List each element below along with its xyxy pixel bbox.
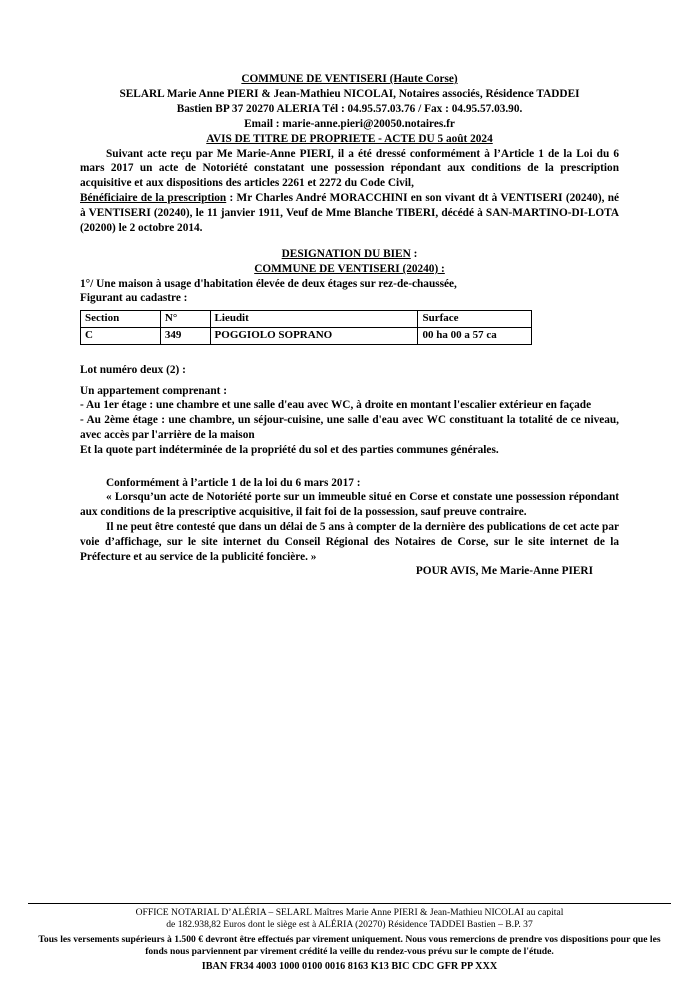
col-header-numero: N° bbox=[160, 311, 210, 328]
beneficiaire-text: : Mr Charles André MORACCHINI en son vivant dt à VENTISERI (20240), né à VENTISERI (20240), le 11 janvier 1911, Veuf de Mme Blanche TIBERI, décédé à SAN-MARTINO-DI-LOTA (20200) le 2 octobre 2014. bbox=[80, 191, 619, 234]
avis-title: AVIS DE TITRE DE PROPRIETE - ACTE DU 5 août 2024 bbox=[206, 132, 493, 145]
office-heading: SELARL Marie Anne PIERI & Jean-Mathieu NICOLAI, Notaires associés, Résidence TADDEI bbox=[119, 87, 580, 100]
footer-line-2: de 182.938,82 Euros dont le siège est à ALÉRIA (20270) Résidence TADDEI Bastien – B.P. 37 bbox=[166, 919, 533, 931]
document-body bbox=[80, 72, 619, 579]
designation-item-1: 1°/ Une maison à usage d'habitation élevée de deux étages sur rez-de-chaussée, bbox=[80, 277, 457, 290]
table-header-row bbox=[81, 311, 532, 328]
conformement-line: Conformément à l’article 1 de la loi du 6 mars 2017 : bbox=[106, 476, 361, 489]
footer-line-1: OFFICE NOTARIAL D’ALÉRIA – SELARL Maîtres Marie Anne PIERI & Jean-Mathieu NICOLAI au capital bbox=[135, 906, 564, 918]
appartement-etage-2: - Au 2ème étage : une chambre, un séjour-cuisine, une salle d'eau avec WC constituant la totalité de ce niveau, avec accès par l'arrière de la maison bbox=[80, 414, 619, 441]
paragraph-acte: Suivant acte reçu par Me Marie-Anne PIERI, il a été dressé conformément à l’Article 1 de la Loi du 6 mars 2017 un acte de Notoriété constatant une possession répondant aux conditions de la prescription acquisitive et aux dispositions des articles 2261 et 2272 du Code Civil, bbox=[80, 147, 619, 190]
quote-paragraph-1: « Lorsqu’un acte de Notoriété porte sur un immeuble situé en Corse et constate une possession répondant aux conditions de la prescriptive acquisitive, il fait foi de la possession, sauf preuve contraire. bbox=[80, 491, 619, 519]
commune-heading: COMMUNE DE VENTISERI (Haute Corse) bbox=[241, 73, 458, 85]
col-header-lieudit: Lieudit bbox=[210, 311, 418, 328]
col-header-section: Section bbox=[81, 311, 161, 328]
quote-paragraph-2: Il ne peut être contesté que dans un délai de 5 ans à compter de la dernière des publications de cet acte par voie d’affichage, sur le site internet du Conseil Régional des Notaires de Corse, sur le site internet de la Préfecture et au service de la publicité foncière. » bbox=[80, 520, 619, 563]
office-address: Bastien BP 37 20270 ALERIA Tél : 04.95.57.03.76 / Fax : 04.95.57.03.90. bbox=[176, 102, 523, 115]
beneficiaire-label: Bénéficiaire de la prescription bbox=[80, 191, 227, 204]
appartement-etage-1: - Au 1er étage : une chambre et une salle d'eau avec WC, à droite en montant l'escalier extérieur en façade bbox=[80, 399, 592, 412]
footer-payment-notice: Tous les versements supérieurs à 1.500 € devront être effectués par virement uniquement. Nous vous remercions de prendre vos dispositions pour que les fonds nous parviennent par virement crédité la veille du rendez-vous prévu sur le compte de l'étude. bbox=[38, 933, 661, 958]
appartement-intro: Un appartement comprenant : bbox=[80, 384, 227, 397]
lot-title: Lot numéro deux (2) : bbox=[80, 363, 186, 376]
page-footer bbox=[0, 903, 699, 973]
cell-section: C bbox=[81, 328, 161, 345]
cadastre-table bbox=[80, 310, 532, 345]
footer-iban: IBAN FR34 4003 1000 0100 0016 8163 K13 BIC CDC GFR PP XXX bbox=[201, 960, 498, 972]
col-header-surface: Surface bbox=[418, 311, 532, 328]
header-block bbox=[80, 72, 619, 147]
cell-lieudit: POGGIOLO SOPRANO bbox=[210, 328, 418, 345]
appartement-quotepart: Et la quote part indéterminée de la propriété du sol et des parties communes générales. bbox=[80, 443, 499, 456]
commune-subheading: COMMUNE DE VENTISERI (20240) : bbox=[254, 262, 445, 275]
cell-surface: 00 ha 00 a 57 ca bbox=[418, 328, 532, 345]
office-email: Email : marie-anne.pieri@20050.notaires.fr bbox=[244, 117, 455, 130]
designation-heading: DESIGNATION DU BIEN : bbox=[281, 248, 418, 261]
cadastre-intro: Figurant au cadastre : bbox=[80, 292, 188, 305]
pour-avis-signature: POUR AVIS, Me Marie-Anne PIERI bbox=[415, 565, 593, 578]
table-row bbox=[81, 328, 532, 345]
footer-divider bbox=[28, 903, 671, 904]
paragraph-beneficiaire bbox=[80, 191, 619, 235]
cell-numero: 349 bbox=[160, 328, 210, 345]
